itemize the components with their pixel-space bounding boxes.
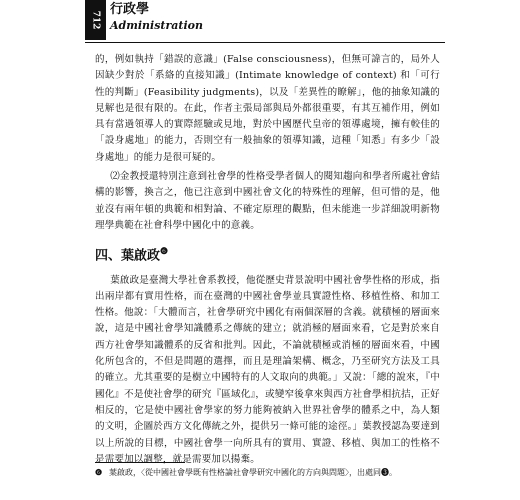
section-heading-text: 四、葉啟政 bbox=[95, 248, 161, 264]
footnote-text: 葉啟政，〈從中國社會學既有性格論社會學研究中國化的方向與問題〉，出處同❸。 bbox=[109, 468, 397, 477]
book-subtitle: Administration bbox=[110, 19, 204, 32]
running-header bbox=[110, 2, 203, 32]
paragraph-1: 的，例如執持「錯誤的意識」(False consciousness)，但無可諱言的，局外人因缺少對於「系絡的直接知識」(Intimate knowledge of context) 和「可行性的判斷」(Feasibility judgments)，以及「差異性的瞭解」，他的抽象知識的見解也是很有限的。在此，作者主張局部與局外都很重要，有其互補作用，例如具有當過領導人的實際經驗或見地，對於中國歷代皇帝的領導處境，擁有較佳的「設身處地」的能力，否則空有一般抽象的領導知識，這種「知悉」有多少「設身處地」的能力是很可疑的。 bbox=[95, 54, 440, 163]
paragraph-3: 葉啟政是臺灣大學社會系教授，他從歷史背景說明中國社會學性格的形成，指出兩岸都有實用性格，而在臺灣的中國社會學並具實證性格、移植性格、和加工性格。他說：「大體而言，社會學研究中國化有兩個深層的含義。就積極的層面來說，這是中國社會學知識體系之傳統的建立；就消極的層面來看，它是對於來自西方社會學知識體系的反省和批判。因此，不論就積極或消極的層面來看，中國化所包含的，不但是問題的選擇，而且是理論架構、概念，乃至研究方法及工具的確立。尤其重要的是樹立中國特有的人文取向的典範。」又說：「總的說來，『中國化』不是使社會學的研究『區域化』，或變窄後拿來與西方社會學相抗拮，正好相反的，它是使中國社會學家的努力能夠被納入世界社會學的體系之中，為人類的文明，企圖於西方文化傳統之外，提供另一條可能的途徑。」葉教授認為要達到以上所說的目標，中國社會學一向所具有的實用、實證、移植、與加工的性格不是需要加以調整，就是需要加以揚棄。 bbox=[95, 274, 440, 465]
book-title: 行政學 bbox=[110, 2, 150, 17]
header-rule bbox=[85, 42, 445, 43]
footnote bbox=[95, 466, 440, 479]
page-number: 712 bbox=[90, 10, 101, 30]
main-text bbox=[95, 52, 440, 468]
section-heading bbox=[95, 244, 440, 264]
footnote-reference: ❻ bbox=[160, 247, 169, 258]
footnote-marker: ❻ bbox=[95, 467, 103, 477]
page-number-tab bbox=[85, 0, 106, 40]
footnote-rule bbox=[95, 462, 185, 463]
paragraph-2: ⑵金教授還特別注意到社會學的性格受學者個人的閱知趨向和學者所處社會結構的影響，換言之，他已注意到中國社會文化的特殊性的理解，但可惜的是，他並沒有兩年頓的典範和相對論、不確定原理的觀點，但未能進一步詳細說明新物理學典範在社會科學中國化中的意義。 bbox=[95, 171, 440, 231]
